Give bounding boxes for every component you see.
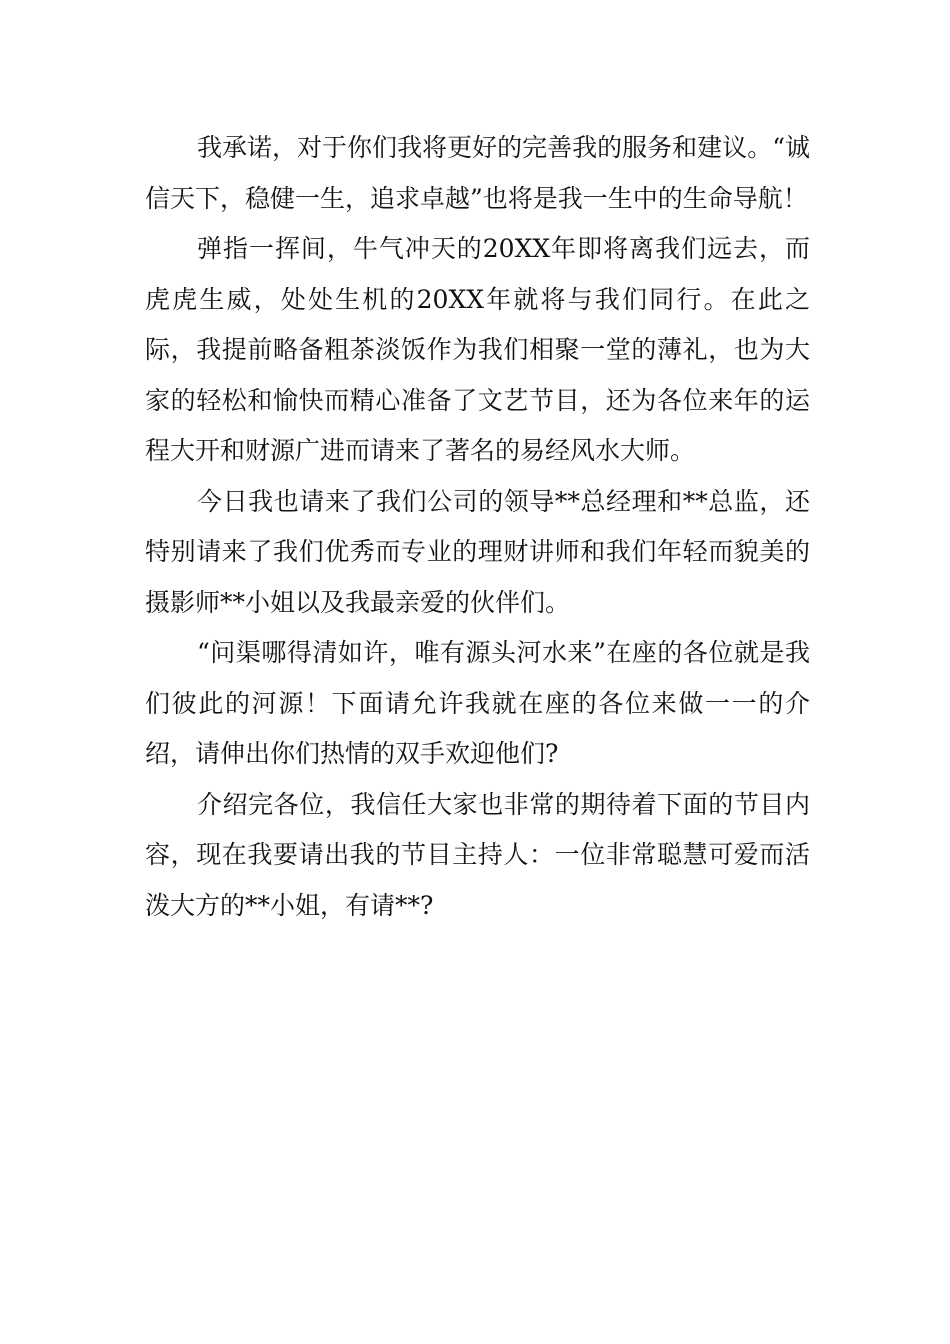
paragraph-new-year: 弹指一挥间，牛气冲天的20XX年即将离我们远去，而虎虎生威，处处生机的20XX年就将与我们同行。在此之际，我提前略备粗茶淡饭作为我们相聚一堂的薄礼，也为大家的轻松和愉快而精心准备了文艺节目，还为各位来年的运程大开和财源广进而请来了著名的易经风水大师。 bbox=[145, 234, 810, 465]
paragraph-guests: 今日我也请来了我们公司的领导**总经理和**总监，还特别请来了我们优秀而专业的理财讲师和我们年轻而貌美的摄影师**小姐以及我最亲爱的伙伴们。 bbox=[145, 486, 810, 617]
document-body bbox=[145, 123, 810, 931]
paragraph-host: 介绍完各位，我信任大家也非常的期待着下面的节目内容，现在我要请出我的节目主持人：一位非常聪慧可爱而活泼大方的**小姐，有请**? bbox=[145, 789, 810, 920]
paragraph-promise: 我承诺，对于你们我将更好的完善我的服务和建议。“诚信天下，稳健一生，追求卓越”也将是我一生中的生命导航！ bbox=[145, 133, 810, 213]
paragraph-introduction: “问渠哪得清如许，唯有源头河水来”在座的各位就是我们彼此的河源！下面请允许我就在座的各位来做一一的介绍，请伸出你们热情的双手欢迎他们? bbox=[145, 638, 810, 768]
